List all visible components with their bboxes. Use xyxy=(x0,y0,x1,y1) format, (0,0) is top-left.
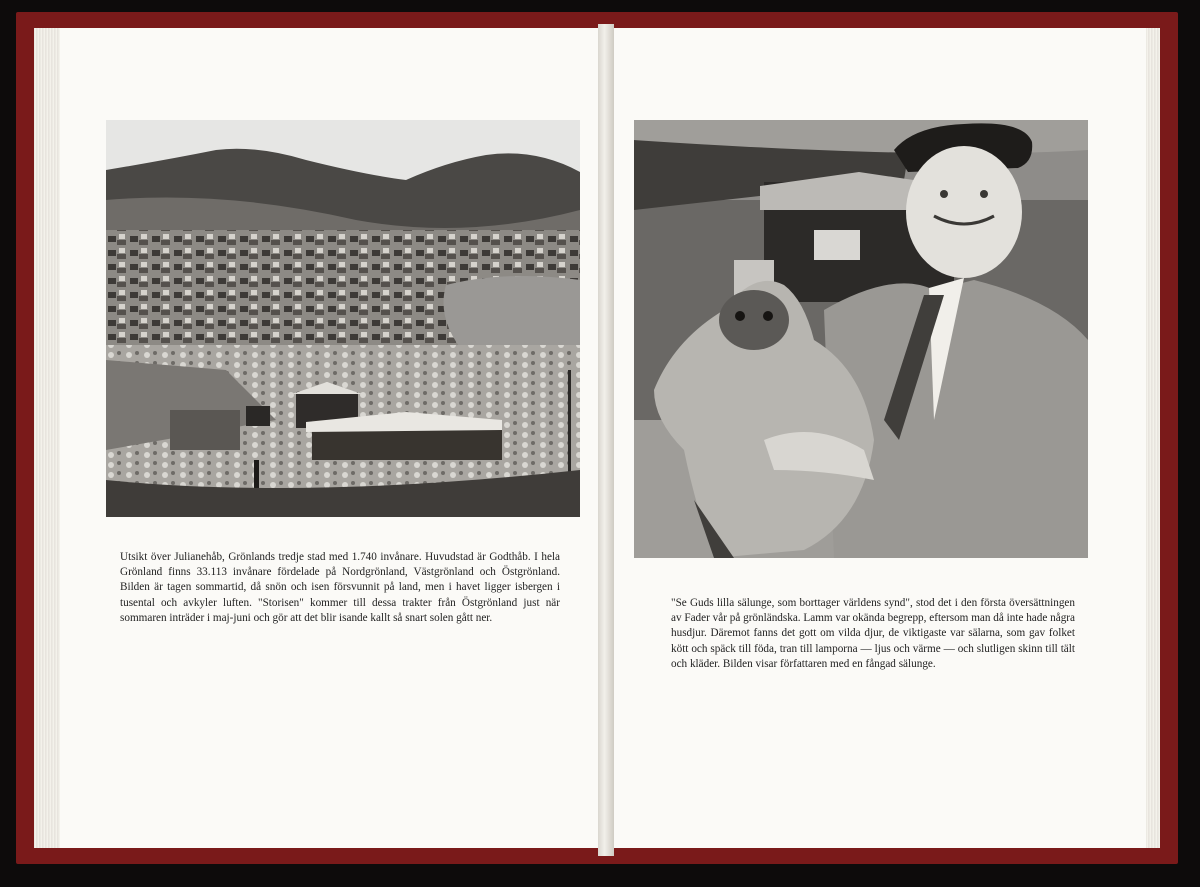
page-edges-left xyxy=(34,28,60,848)
left-caption: Utsikt över Julianehåb, Grönlands tredje stad med 1.740 invånare. Huvudstad är Godthåb. I hela Grönland finns 33.113 invånare fördelade på Nordgrönland, Västgrönland och Östgrönland. Bilden är tagen sommartid, då snön och isen försvunnit på land, men i havet ligger isbergen i tusental och avkyler luften. "Storisen" kommer till dessa trakter från Östgrönland just när sommaren inträder i maj-juni och gör att det blir isande kallt så snart solen gått ner. xyxy=(120,551,560,624)
town-photo xyxy=(106,120,580,517)
book-gutter xyxy=(598,24,614,856)
page-edges-right xyxy=(1146,28,1160,848)
right-caption: "Se Guds lilla sälunge, som borttager världens synd", stod det i den första översättningen av Fader vår på grönländska. Lamm var okända begrepp, eftersom man då inte hade några husdjur. Däremot fanns det gott om vilda djur, de viktigaste var sälarna, som gav folket kött och späck till föda, tran till lamporna — ljus och värme — och slutligen skinn till tält och kläder. Bilden visar författaren med en fångad sälunge. xyxy=(671,597,1075,670)
right-page xyxy=(614,28,1146,848)
left-page xyxy=(60,28,598,848)
seal-photo xyxy=(634,120,1088,558)
